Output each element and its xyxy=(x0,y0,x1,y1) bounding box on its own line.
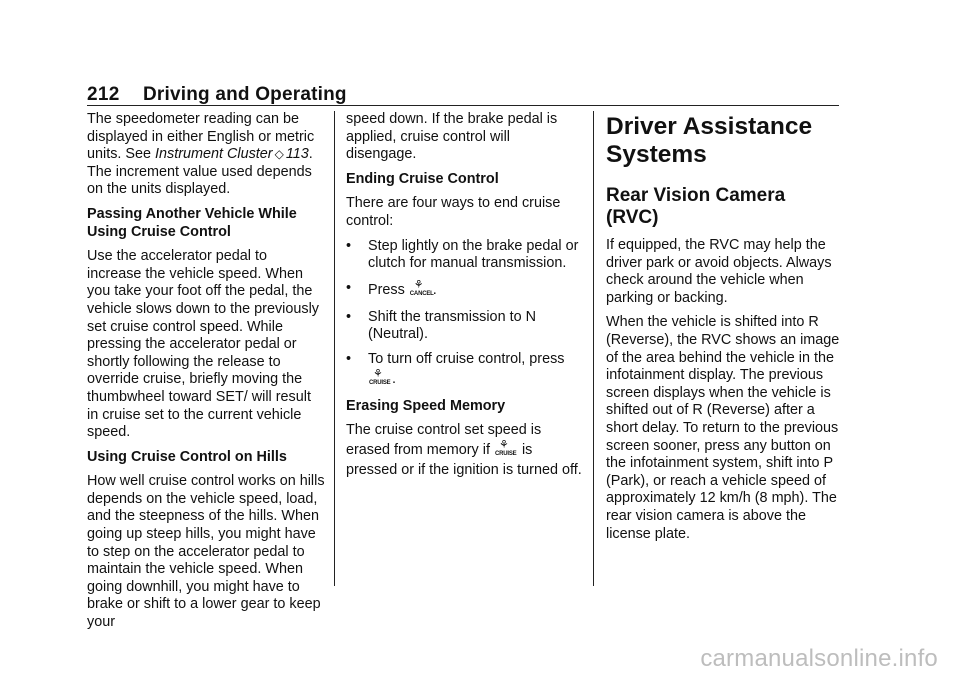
cruise-on-off-icon: ⚘ CRUISE xyxy=(369,367,391,386)
list-item: • Step lightly on the brake pedal or clutch for manual transmission. xyxy=(346,237,579,272)
page-header xyxy=(87,84,839,106)
header-rule xyxy=(87,105,839,106)
rvc-detail-paragraph: When the vehicle is shifted into R (Reverse), the RVC shows an image of the area behind the vehicle in the infotainment display. The previous screen displays when the vehicle is shifted out of R (Reverse) after a short delay. To return to the previous screen sooner, press any button on the infotainment system, shift into P (Park), or reach a vehicle speed of approximately 12 km/h (8 mph). The rear vision camera is above the license plate. xyxy=(606,314,840,542)
subheading-passing: Passing Another Vehicle While Using Cruise Control xyxy=(87,205,297,240)
hills-paragraph: How well cruise control works on hills depends on the vehicle speed, load, and the steepness of the hills. When going up steep hills, you might have to step on the accelerator pedal to maintain the vehicle speed. When going downhill, you might have to brake or shift to a lower gear to keep your xyxy=(87,473,325,631)
bullet-mark: • xyxy=(346,237,352,254)
ending-intro-paragraph: There are four ways to end cruise control: xyxy=(346,195,561,229)
page-number: 212 xyxy=(87,84,120,105)
page-reference-number[interactable]: 113 xyxy=(285,146,309,163)
column-divider-2 xyxy=(593,111,594,586)
instrument-cluster-link[interactable]: Instrument Cluster xyxy=(155,146,273,163)
cruise-on-off-icon: ⚘ CRUISE xyxy=(494,438,517,457)
page-reference-icon: ◇ xyxy=(274,147,284,162)
subheading-hills: Using Cruise Control on Hills xyxy=(87,448,287,465)
subheading-memory: Erasing Speed Memory xyxy=(346,397,506,414)
column-1 xyxy=(87,111,325,639)
bullet-mark: • xyxy=(346,279,352,296)
list-item: • Press ⚘ CANCEL . xyxy=(346,280,584,302)
passing-paragraph: Use the accelerator pedal to increase the vehicle speed. When you take your foot off the pedal, the vehicle slows down to the previously set cruise control speed. While pressing the accelerator pedal or shortly following the release to override cruise, briefly moving the thumbwheel toward SET/ will result in cruise set to the current vehicle speed. xyxy=(87,248,319,441)
chapter-heading: Driver Assistance Systems xyxy=(606,113,813,168)
column-divider-1 xyxy=(334,111,335,586)
watermark: carmanualsonline.info xyxy=(700,645,938,672)
list-item: • Shift the transmission to N (Neutral). xyxy=(346,308,536,343)
continued-paragraph: speed down. If the brake pedal is applied, cruise control will disengage. xyxy=(346,111,558,163)
memory-paragraph: The cruise control set speed is erased from memory if ⚘ CRUISE is pressed or if the ignition is turned off. xyxy=(346,422,582,478)
column-2 xyxy=(346,111,584,486)
bullet-mark: • xyxy=(346,350,352,367)
column-3 xyxy=(606,111,842,550)
section-heading: Rear Vision Camera (RVC) xyxy=(606,185,786,228)
bullet-mark: • xyxy=(346,308,352,325)
cruise-cancel-icon: ⚘ CANCEL xyxy=(409,278,434,297)
section-title: Driving and Operating xyxy=(143,84,347,105)
subheading-ending: Ending Cruise Control xyxy=(346,170,499,187)
list-item: • To turn off cruise control, press ⚘ CRUISE . xyxy=(346,351,584,391)
rvc-intro-paragraph: If equipped, the RVC may help the driver park or avoid objects. Always check around the vehicle when parking or backing. xyxy=(606,237,832,306)
speedometer-paragraph: The speedometer reading can be displayed in either English or metric units. See Instrument Cluster ◇ 113. The increment value used depends on the units displayed. xyxy=(87,111,315,198)
